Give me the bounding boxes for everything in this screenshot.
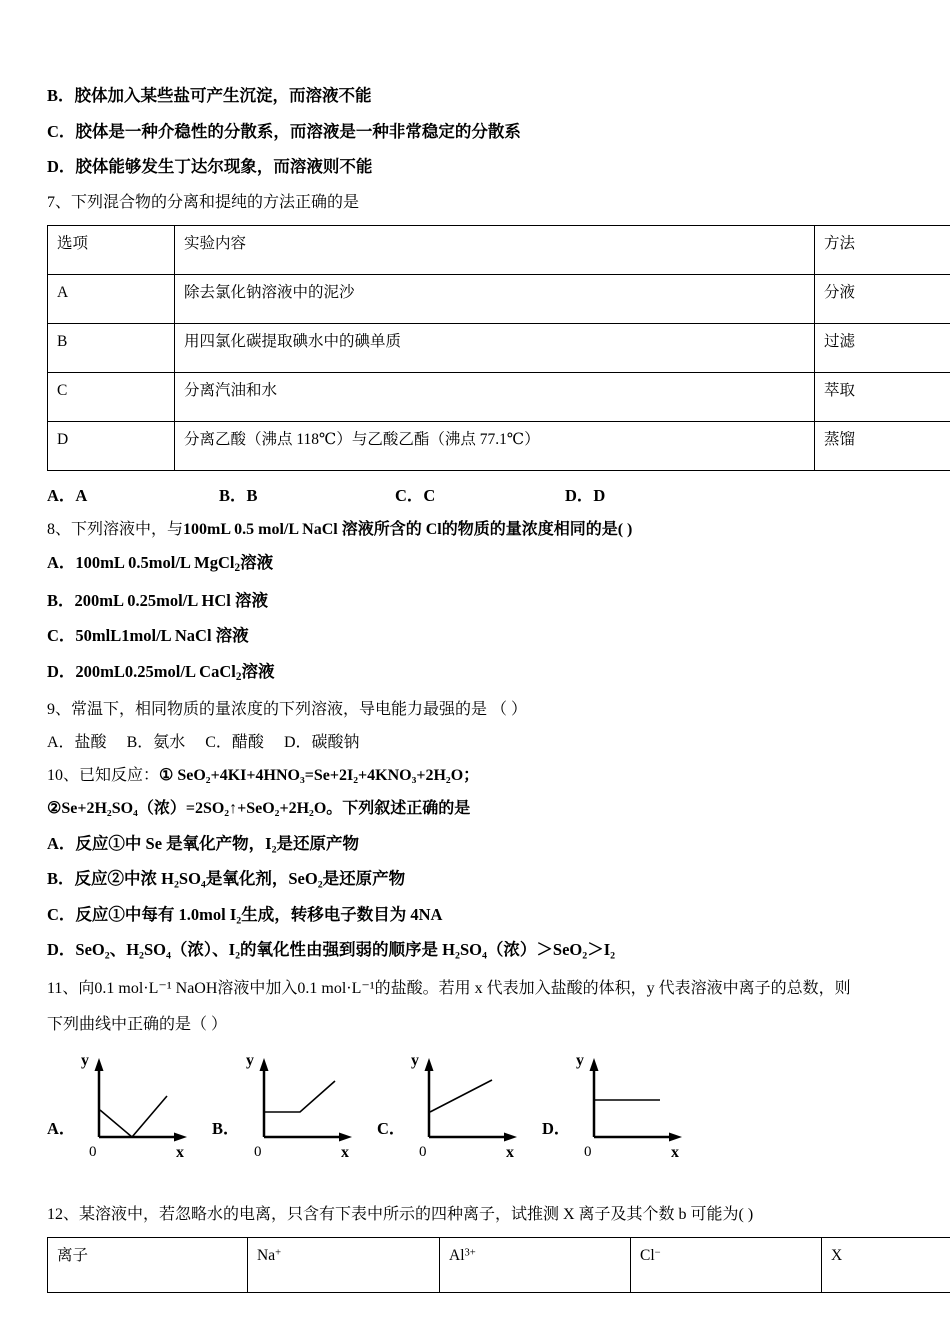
- graph-a-y-label: y: [81, 1051, 89, 1069]
- ion-charge: +: [275, 1246, 282, 1258]
- q8-option-d-text: 200mL0.25mol/L CaCl: [75, 661, 236, 681]
- q10-option-a: A．反应①中 Se 是氧化产物，I₂是还原产物: [47, 833, 360, 853]
- q9-option-c: C．醋酸: [205, 733, 264, 751]
- q6-option-c-label: C．: [47, 121, 76, 141]
- q11-graph-c: [377, 1047, 542, 1167]
- q9-options-row: [47, 735, 903, 751]
- table-row: [48, 323, 950, 372]
- ion-base: Na: [257, 1246, 276, 1264]
- q7-answer-c: C．C: [395, 485, 436, 505]
- table-row: [48, 1237, 950, 1292]
- row-option: A: [48, 274, 175, 323]
- q8-option-d: [47, 661, 903, 683]
- q6-option-b-label: B．: [47, 86, 75, 105]
- q7-answer-b: B．B: [219, 485, 258, 505]
- graph-a-origin-label: 0: [89, 1143, 97, 1160]
- q8-stem-number: 8、: [47, 520, 72, 538]
- q7-stem: 7、下列混合物的分离和提纯的方法正确的是: [47, 193, 360, 211]
- graph-b-y-label: y: [246, 1051, 254, 1069]
- row-method: 萃取: [815, 372, 950, 421]
- q8-option-c-label: C．: [47, 626, 76, 646]
- q10-option-c: [47, 904, 903, 924]
- q10-option-c-text: C．反应①中每有 1.0mol I₂生成，转移电子数目为 4NA: [47, 904, 443, 924]
- ion-base: Al: [449, 1246, 465, 1264]
- header-content: 实验内容: [175, 225, 815, 274]
- row-method: 蒸馏: [815, 421, 950, 470]
- graph-c-y-label: y: [411, 1051, 419, 1069]
- q7-answer-row: [47, 482, 903, 506]
- ion-base: X: [831, 1246, 843, 1264]
- q8-stem-text: 下列溶液中，与: [71, 520, 184, 538]
- q8-option-a-post: 溶液: [240, 552, 274, 572]
- q11-graph-a: [47, 1047, 212, 1167]
- q12-stem: 12、某溶液中，若忽略水的电离，只含有下表中所示的四种离子，试推测 X 离子及其个数 b 可能为( ): [47, 1205, 754, 1223]
- graph-c-plot: [407, 1052, 532, 1162]
- ion-charge: 3+: [464, 1246, 476, 1258]
- ions-row-header: 离子: [48, 1237, 248, 1292]
- q11-graph-d-label: D．: [542, 1118, 571, 1138]
- q9-option-d: D．碳酸钠: [283, 733, 360, 751]
- q8-option-a-sub: 2: [234, 561, 241, 574]
- q10-option-b: B．反应②中浓 H₂SO₄是氧化剂，SeO₂是还原产物: [47, 869, 406, 889]
- q11-graph-c-label: C．: [377, 1118, 406, 1138]
- graph-d-y-label: y: [576, 1051, 584, 1069]
- q11-graph-row: [47, 1047, 903, 1167]
- q10-stem-line1: [47, 768, 903, 784]
- ions-table: [47, 1237, 950, 1293]
- ion-base: Cl: [640, 1246, 655, 1264]
- row-method: 过滤: [815, 323, 950, 372]
- q9-option-a: A．盐酸: [47, 733, 107, 751]
- q6-option-c-text: 胶体是一种介稳性的分散系，而溶液是一种非常稳定的分散系: [75, 121, 521, 141]
- table-row: [48, 372, 950, 421]
- q8-option-c-text: 50mlL1mol/L NaCl 溶液: [75, 626, 249, 646]
- graph-b-origin-label: 0: [254, 1143, 262, 1160]
- q8-option-b-text: 200mL 0.25mol/L HCl 溶液: [74, 590, 268, 610]
- separation-methods-table: [47, 225, 950, 471]
- q8-stem: [47, 522, 903, 538]
- graph-b-plot: [242, 1052, 367, 1162]
- graph-b-x-label: x: [341, 1143, 349, 1161]
- graph-c-origin-label: 0: [419, 1143, 427, 1160]
- q12-block: [47, 1207, 903, 1293]
- q6-option-d-text: 胶体能够发生丁达尔现象，而溶液则不能: [75, 157, 373, 176]
- row-content: 除去氯化钠溶液中的泥沙: [175, 274, 815, 323]
- graph-a-x-label: x: [176, 1143, 184, 1161]
- q8-option-d-sub: 2: [235, 670, 242, 683]
- q8-option-b: [47, 590, 903, 610]
- q9-option-b: B．氨水: [126, 733, 186, 751]
- q8-option-a-text: 100mL 0.5mol/L MgCl: [75, 552, 235, 572]
- ion-cell-x: [822, 1237, 950, 1292]
- q8-option-a-label: A．: [47, 552, 76, 572]
- ion-cell-cl: [631, 1237, 822, 1292]
- row-content: 分离汽油和水: [175, 372, 815, 421]
- q11-block: [47, 981, 903, 1167]
- q6-option-b-text: 胶体加入某些盐可产生沉淀，而溶液不能: [74, 86, 372, 105]
- table-row: [48, 274, 950, 323]
- q9-stem: 9、常温下，相同物质的量浓度的下列溶液，导电能力最强的是 （ ）: [47, 700, 528, 718]
- table-row: [48, 421, 950, 470]
- row-option: B: [48, 323, 175, 372]
- q8-stem-formula: 100mL 0.5 mol/L NaCl 溶液所含的 Cl的物质的量浓度相同的是( ): [183, 520, 633, 538]
- ion-cell-al: [440, 1237, 631, 1292]
- graph-c-x-label: x: [506, 1143, 514, 1161]
- q8-option-d-post: 溶液: [241, 661, 275, 681]
- q11-graph-d: [542, 1047, 707, 1167]
- q10-stem-line2: ②Se+2H₂SO₄（浓）=2SO₂↑+SeO₂+2H₂O。下列叙述正确的是: [47, 799, 471, 817]
- ion-charge: −: [654, 1246, 661, 1258]
- graph-d-x-label: x: [671, 1143, 679, 1161]
- row-content: 用四氯化碳提取碘水中的碘单质: [175, 323, 815, 372]
- header-method: 方法: [815, 225, 950, 274]
- row-option: D: [48, 421, 175, 470]
- q10-equation-1: ① SeO₂+4KI+4HNO₃=Se+2I₂+4KNO₃+2H₂O；: [159, 766, 480, 784]
- q7-answer-d: D．D: [565, 485, 606, 505]
- q11-stem-line2: 下列曲线中正确的是（ ）: [47, 1015, 228, 1033]
- page-content: [47, 88, 903, 1293]
- row-content: 分离乙酸（沸点 118℃）与乙酸乙酯（沸点 77.1℃）: [175, 421, 815, 470]
- q6-option-b: [47, 88, 903, 105]
- q6-option-d-label: D．: [47, 157, 76, 176]
- graph-a-plot: [77, 1052, 202, 1162]
- q11-stem-line1: 11、向0.1 mol·L⁻¹ NaOH溶液中加入0.1 mol·L⁻¹的盐酸。若用 x 代表加入盐酸的体积，y 代表溶液中离子的总数，则: [47, 979, 851, 997]
- ion-cell-na: [248, 1237, 440, 1292]
- q8-option-a: [47, 552, 903, 574]
- q11-graph-b-label: B．: [212, 1118, 240, 1138]
- q10-option-d: D．SeO₂、H₂SO₄（浓）、I₂的氧化性由强到弱的顺序是 H₂SO₄（浓）＞SeO₂＞I₂: [47, 940, 616, 960]
- row-option: C: [48, 372, 175, 421]
- q11-graph-b: [212, 1047, 377, 1167]
- q8-option-d-label: D．: [47, 661, 76, 681]
- q11-graph-a-label: A．: [47, 1118, 76, 1138]
- q6-option-d: [47, 159, 903, 176]
- q7-answer-a: A．A: [47, 485, 88, 505]
- q6-option-c: [47, 121, 903, 141]
- row-method: 分液: [815, 274, 950, 323]
- q8-option-b-label: B．: [47, 590, 75, 610]
- header-option: 选项: [48, 225, 175, 274]
- graph-d-origin-label: 0: [584, 1143, 592, 1160]
- table-header-row: [48, 225, 950, 274]
- q10-stem-number: 10、已知反应：: [47, 766, 160, 784]
- q8-option-c: [47, 628, 903, 645]
- graph-d-plot: [572, 1052, 697, 1162]
